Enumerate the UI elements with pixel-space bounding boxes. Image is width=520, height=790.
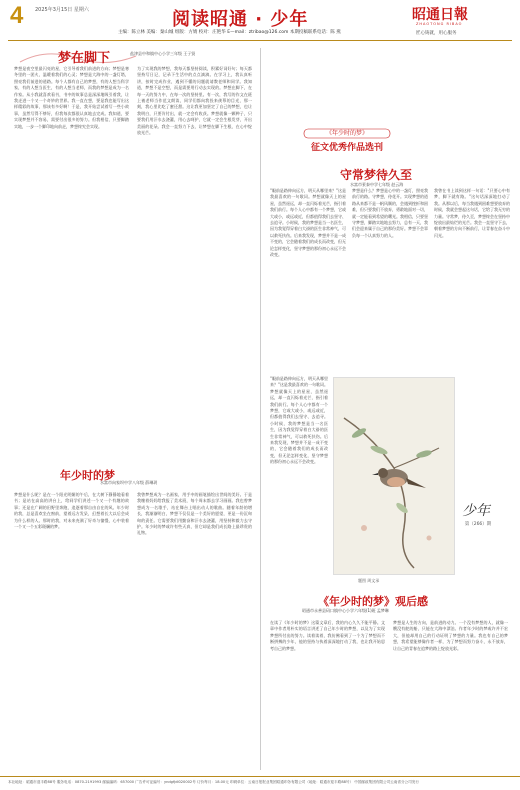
article-author: 盐津县中和镇中心小学三年级 王子贤 [130,51,196,56]
page-footer [0,776,520,790]
page-number: 4 [10,2,24,29]
newspaper-logo: 昭通日報 [412,7,468,23]
editor-credits: 主编：陈立林 美编：秦山城 组版：方婧 校对：庄艳华 E—mail：ztribao@126.com 本期投稿联系电话：陈 燕 [118,30,341,35]
article-author: 昭通市永善县码口镇中心小学六年级(1)班 孟梦琳 [302,608,389,613]
section-title: 阅读昭通 · 少年 [172,9,309,30]
article-body-col1-cont: "眼前是路伸向远方，明天从哪里来？"这是我最喜欢的一句歌词。梦想就像天上的星星，虽然遥远，却一直闪烁着光芒，指引着我们前行。每个人心中都有一个梦想，它或大或小，或远或近，但都值得我们去坚守、去追寻。小时候，我的梦想是当一名医生，因为我觉得穿着白大褂的医生非常神气，可以救死扶伤。后来我发现，梦想并不是一成不变的，它会随着我们的成长而改变，但无论怎样变化，坚守梦想的那份初心永远不会改变。 [270,376,328,465]
bird-on-branch-image [334,378,454,574]
banner-title: 征文优秀作品选刊 [310,143,383,153]
article-body-col1: 梦想是夜空里最闪亮的星，它引导着我们前进的方向；梦想是寒冬里的一团火，温暖着我们的心灵；梦想是大海中的一盏灯塔，照亮我们前进的道路。每个人都有自己的梦想，有的人想当科学家，有的人想当医生，有的人想当老师，而我的梦想是成为一名作家。从小我就喜欢看书，书中的故事总是深深地吸引着我，让我走进一个又一个奇妙的世界。我一直在想，要是我也能写出这样精彩的故事，那该有多好啊！于是，我开始尝试着写一些小故事，虽然写得不够好，但我每次都很认真地去完成。我知道，要实现梦想并不容易，需要付出很多的努力。但我相信，只要脚踏实地，一步一个脚印地向前走，梦想终究会实现。 [14,66,129,129]
page-header [0,0,520,42]
painting-stamp-text: 少年 [462,503,490,519]
article-body-col3: 我曾在书上读到这样一句话："只要心中有梦，脚下就有路。"这句话深深地打动了我。从那以后，每当我遇到困难想要放弃的时候，我就会想起这句话，它给了我无穷的力量。守常梦，待久至，梦想终会在坚持中绽放出最灿烂的光芒。我会一直坚守下去，朝着梦想的方向不断前行，让青春在奋斗中闪光。 [434,188,510,238]
article-body-col2: 我曾梦想成为一名画家，用手中的画笔描绘出世间的美好。于是我缠着妈妈给我报了美术班，每个周末都去学习画画。我也曾梦想成为一名歌手，站在舞台上唱出动人的歌曲。随着年龄的增长，我渐渐明白，梦想不仅仅是一个美好的愿望，更是一份沉甸甸的责任。它需要我们用勤奋和汗水去浇灌，用坚持和毅力去守护。年少时的梦或许有些天真，但它却是我们成长路上最珍贵的礼物。 [137,492,252,536]
column-divider [260,48,261,770]
article-title: 《年少时的梦》观后感 [318,595,428,608]
essay-contest-banner [292,128,402,162]
article-title: 年少时的梦 [60,469,115,482]
logo-tagline: 匠心铸就，用心服务 [416,31,457,36]
issue-number: 第（266）期 [464,522,492,527]
article-body-col2: 梦想是什么？梦想是心中的一盏灯，照亮我前行的路。守梦想，待花开。实现梦想的道路从来都不是一帆风顺的，会遇到挫折和困难，但只要我们不放弃，勇敢地面对一切，就一定能看到希望的曙光。我相信，只要坚守梦想，脚踏实地地去努力，总有一天，我们会迎来属于自己的那份美好。梦想不会辜负每一个认真努力的人。 [352,188,428,238]
article-body-col2: 为了实现我的梦想，我每天都坚持阅读，积累好词好句；每天都坚持写日记，记录下生活中的点点滴滴。在学习上，我认真听讲，按时完成作业，遇到不懂的问题就请教老师和同学。我知道，梦想不是空想，而是需要用行动去实现的。梦想在脚下，在每一天的努力中，在每一次的坚持里。有一次，我写的作文在班上被老师当作范文朗读，同学们都向我投来羡慕的目光，那一刻，我心里比吃了蜜还甜。这让我更加坚定了自己的梦想，也让我明白，只要肯付出，就一定会有收获。梦想就像一颗种子，只要我们用汗水去浇灌，用心去呵护，它就一定会生根发芽，开出美丽的花朵。我会一直努力下去，让梦想在脚下生根，在心中绽放光芒。 [137,66,252,136]
publication-date: 2025年3月15日 星期六 [35,7,89,13]
bird-painting-illustration [333,377,455,575]
header-divider [8,40,512,41]
footer-info: 本社地址：昭通市迎丰路88号 服务电话：0870-2191993 邮编编码：657000 广告许可证编号：yndgfjdl020002号 订价每月：18.00元 印刷单位：云南日报报业集团昭通印务有限公司（地址：昭通市迎丰路88号） 中国邮政集团有限公司云南省分公司发行 [8,780,419,784]
painting-caption: 题图 周文承 [358,578,380,583]
article-title: 守常梦待久至 [340,168,413,182]
article-author: 水富市景泰中学七年级 赵云海 [350,182,404,187]
article-body-col1: 梦想是什么呢？是在一个阳光明媚的午后，在大树下静静地看着书；是站在高高的讲台上，给同学们讲述一个又一个有趣的故事；还是在广阔的田野里奔跑，追逐着那自由自在的风。年少时的我，总是喜欢坐在窗前，望着远方发呆，幻想着长大以后会成为什么样的人。那时的我，对未来充满了好奇与憧憬，心中装着一个又一个五彩斑斓的梦。 [14,492,129,530]
article-body-col1: 在读了《年少时的梦》这篇文章后，我的内心久久不能平静。文章中作者用朴实的语言讲述了自己年少时的梦想，以及为了实现梦想所付出的努力。读着读着，我仿佛看到了一个为了梦想而不断拼搏的少年，他的坚持与执着深深地打动了我，也让我开始思考自己的梦想。 [270,620,385,651]
article-body-col2: 梦想是人生的方向，是前进的动力。一个没有梦想的人，就像一艘没有舵的船，只能在大海中漂泊。作者年少时的梦或许并不宏大，但他却用自己的行动证明了梦想的力量。我也有自己的梦想，我希望能够像作者一样，为了梦想而努力奋斗，永不放弃，让自己的青春在追梦的路上绽放光彩。 [393,620,508,651]
logo-pinyin: ZHAOTONG RIBAO [416,22,463,26]
article-author: 水富市向家坝中学八年级 薛琳玥 [100,480,158,485]
article-title: 梦在脚下 [58,51,111,66]
banner-tag: 《年少时的梦》 [325,130,368,137]
article-body-col1: "眼前是路伸向远方，明天从哪里来？"这是我最喜欢的一句歌词。梦想就像天上的星星，虽然遥远，却一直闪烁着光芒，指引着我们前行。每个人心中都有一个梦想，它或大或小，或远或近，但都值得我们去坚守、去追寻。小时候，我的梦想是当一名医生，因为我觉得穿着白大褂的医生非常神气，可以救死扶伤。后来我发现，梦想并不是一成不变的，它会随着我们的成长而改变，但无论怎样变化，坚守梦想的那份初心永远不会改变。 [270,188,346,258]
